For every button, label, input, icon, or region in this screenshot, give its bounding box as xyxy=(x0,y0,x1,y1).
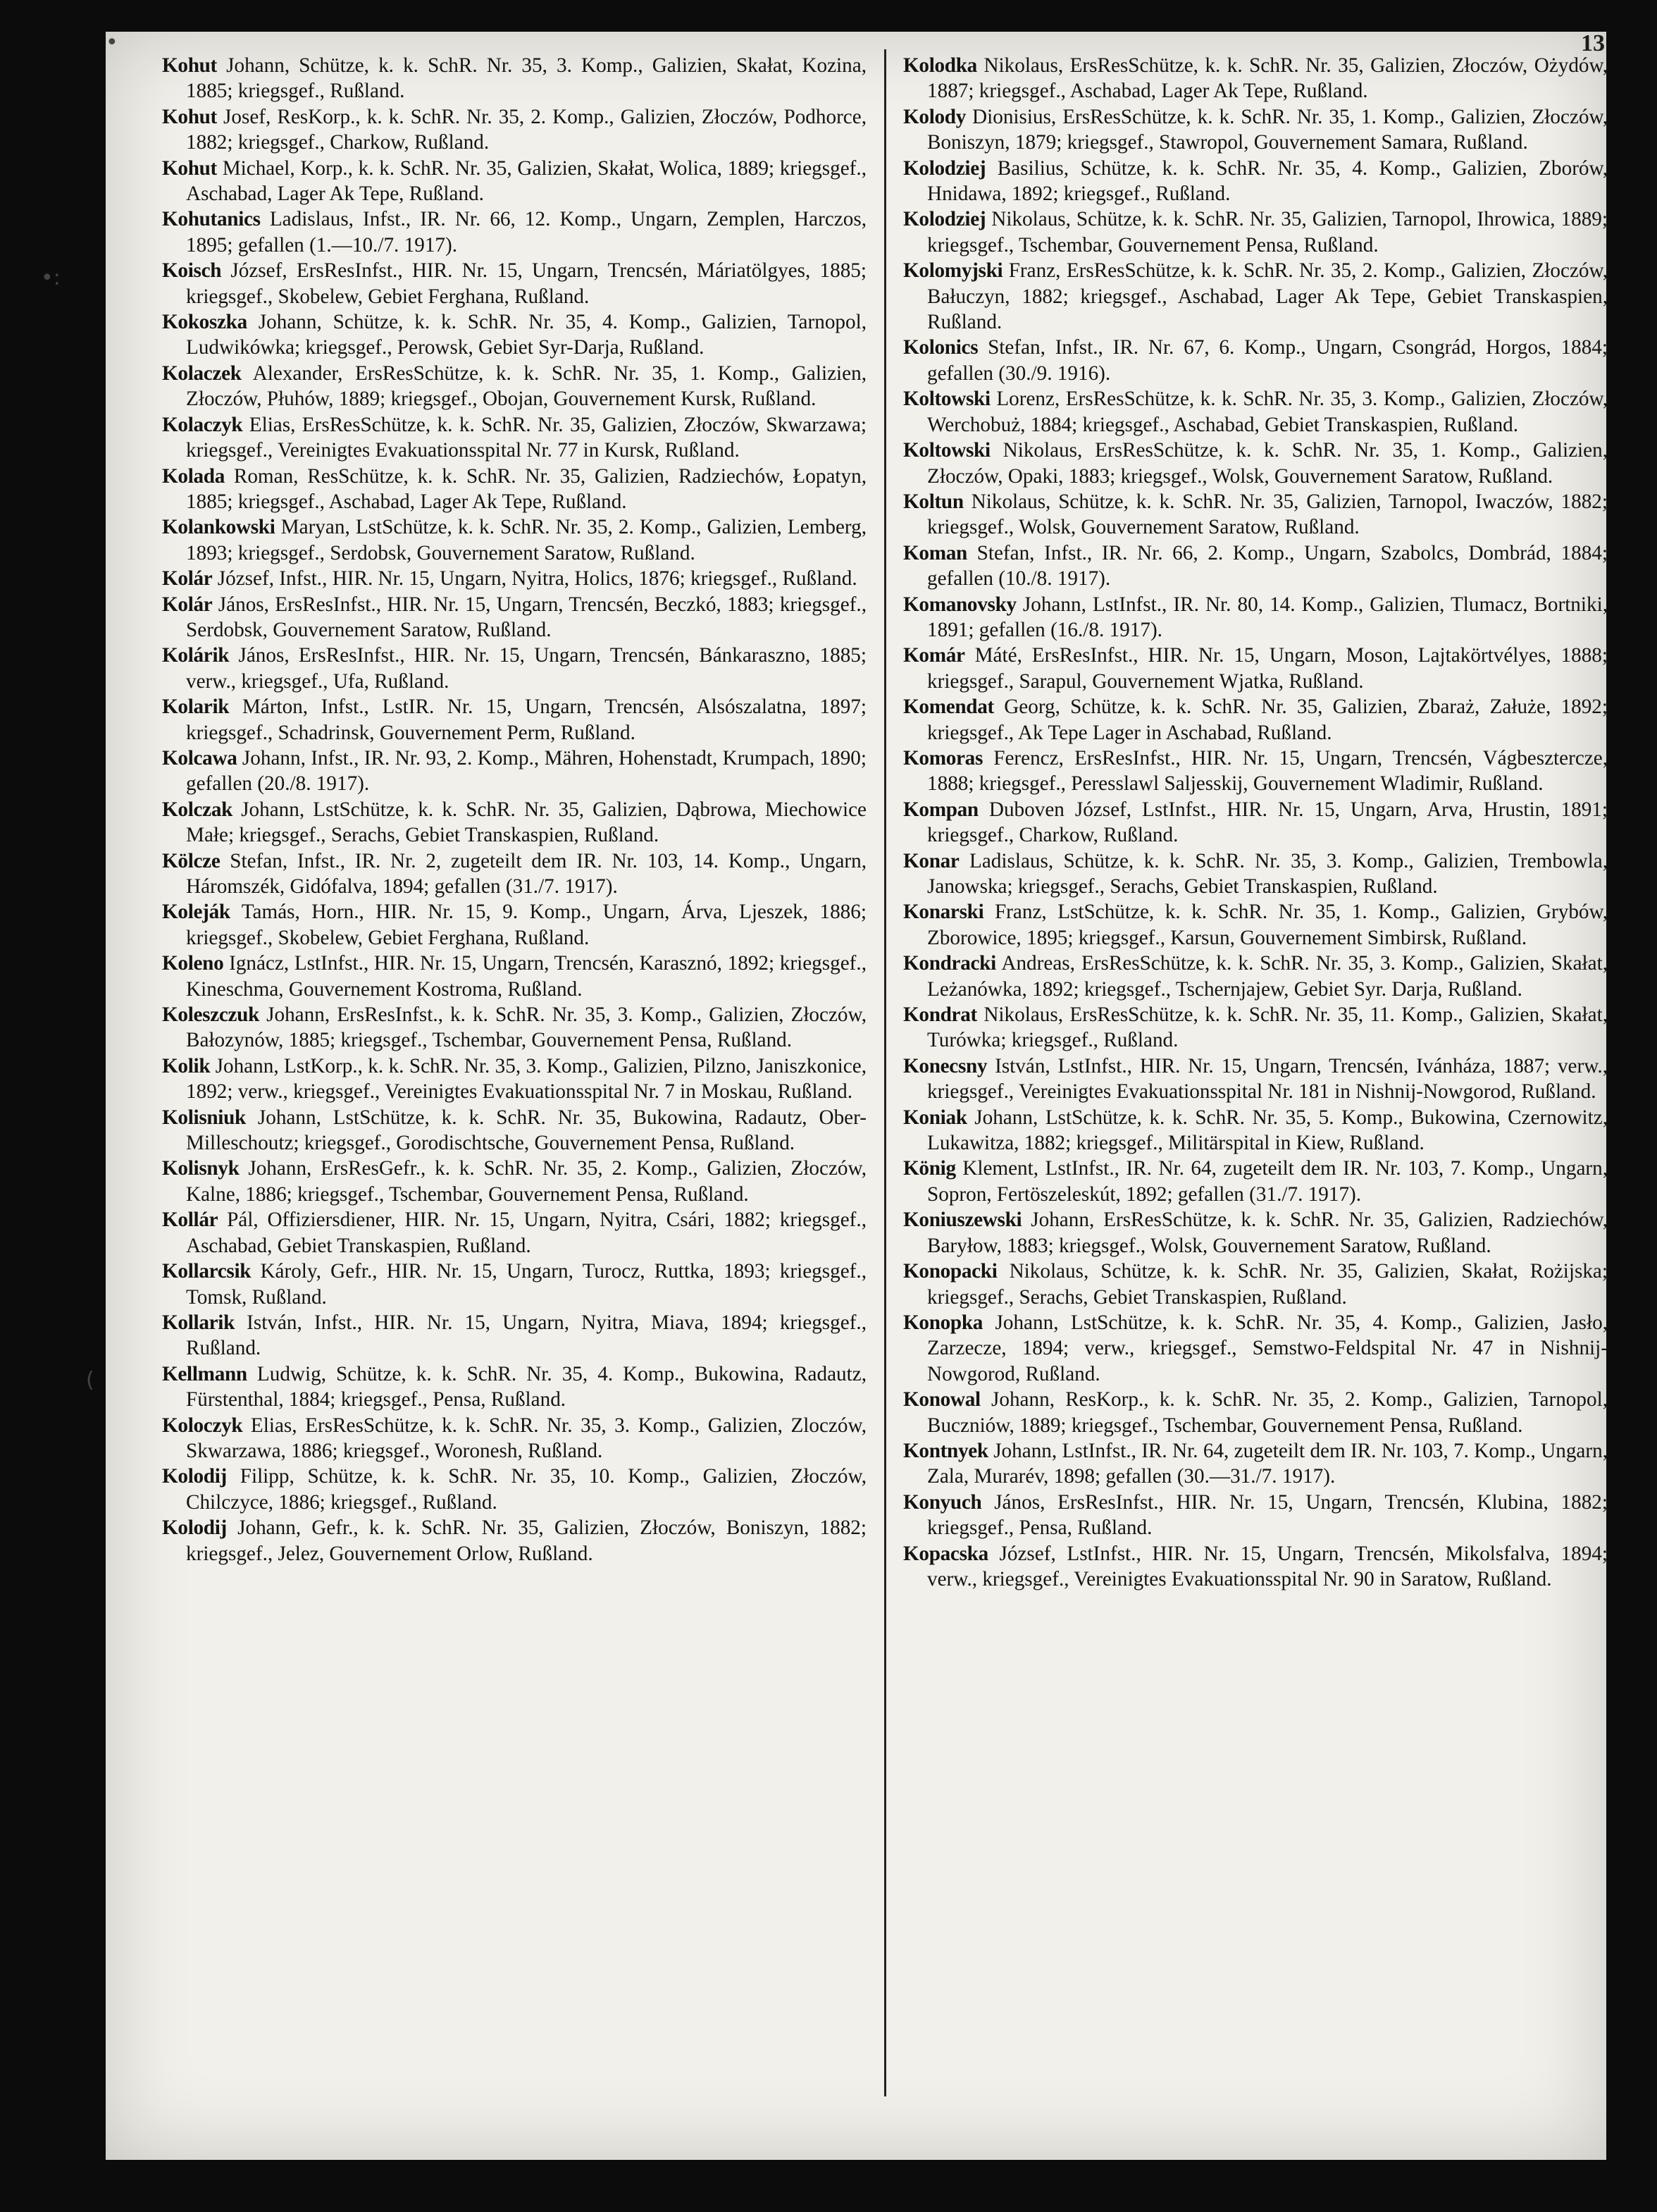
register-entry xyxy=(162,1361,867,1413)
register-entry xyxy=(903,1541,1608,1593)
entry-surname: Kolankowski xyxy=(162,516,275,539)
entry-surname: Kompan xyxy=(903,798,979,821)
margin-mark: • xyxy=(106,30,118,55)
entry-surname: Kolonics xyxy=(903,336,979,359)
entry-details: Nikolaus, Schütze, k. k. SchR. Nr. 35, Galizien, Skałat, Rożijska; kriegsgef., Serachs, Gebiet Transkaspien, Rußland. xyxy=(927,1260,1608,1309)
entry-surname: Kohut xyxy=(162,105,217,128)
entry-details: Michael, Korp., k. k. SchR. Nr. 35, Galizien, Skałat, Wolica, 1889; kriegsgef., Aschabad, Lager Ak Tepe, Rußland. xyxy=(186,156,867,206)
entry-details: Dionisius, ErsResSchütze, k. k. SchR. Nr. 35, 1. Komp., Galizien, Złoczów, Boniszyn, 1879; kriegsgef., Stawropol, Gouvernement Samara, Rußland. xyxy=(927,105,1608,154)
entry-details: Ferencz, ErsResInfst., HIR. Nr. 15, Ungarn, Trencsén, Vágbesztercze, 1888; kriegsgef., Peresslawl Saljesskij, Gouvernement Wladimir, Rußland. xyxy=(927,746,1608,796)
register-entry xyxy=(162,1156,867,1207)
entry-details: Franz, LstSchütze, k. k. SchR. Nr. 35, 1. Komp., Galizien, Grybów, Zborowice, 1895; kriegsgef., Karsun, Gouvernement Simbirsk, Rußland. xyxy=(927,901,1608,949)
entry-surname: Komoras xyxy=(903,746,983,770)
document-page xyxy=(41,30,1608,2160)
entry-surname: Kolodka xyxy=(903,54,977,77)
entry-surname: Kollár xyxy=(162,1209,218,1232)
entry-surname: Konowal xyxy=(903,1388,981,1411)
entry-details: János, ErsResInfst., HIR. Nr. 15, Ungarn, Trencsén, Klubina, 1882; kriegsgef., Pensa, Rußland. xyxy=(927,1490,1608,1540)
entry-details: Johann, LstSchütze, k. k. SchR. Nr. 35, 5. Komp., Bukowina, Czernowitz, Lukawitza, 1882; kriegsgef., Militärspital in Kiew, Rußland. xyxy=(927,1106,1608,1155)
entry-details: Johann, LstSchütze, k. k. SchR. Nr. 35, Galizien, Dąbrowa, Miechowice Małe; kriegsgef., Serachs, Gebiet Transkaspien, Rußland. xyxy=(186,798,867,847)
entry-details: Lorenz, ErsResSchütze, k. k. SchR. Nr. 35, 3. Komp., Galizien, Złoczów, Werchobuż, 1884; kriegsgef., Aschabad, Gebiet Transkaspien, Rußland. xyxy=(927,388,1608,436)
entry-details: Johann, ErsResInfst., k. k. SchR. Nr. 35, 3. Komp., Galizien, Złoczów, Bałozynów, 1885; kriegsgef., Tschembar, Gouvernement Pensa, Rußland. xyxy=(186,1003,867,1052)
entry-details: Pál, Offiziersdiener, HIR. Nr. 15, Ungarn, Nyitra, Csári, 1882; kriegsgef., Aschabad, Gebiet Transkaspien, Rußland. xyxy=(186,1209,867,1257)
register-entry xyxy=(903,1105,1608,1156)
entry-details: Ladislaus, Schütze, k. k. SchR. Nr. 35, 3. Komp., Galizien, Trembowla, Janowska; kriegsgef., Serachs, Gebiet Transkaspien, Rußland. xyxy=(927,849,1608,898)
register-entry xyxy=(903,540,1608,592)
entry-surname: Kontnyek xyxy=(903,1439,988,1462)
entry-surname: Kellmann xyxy=(162,1362,247,1385)
register-entry xyxy=(903,592,1608,643)
entry-surname: Kolár xyxy=(162,567,213,591)
entry-details: József, LstInfst., HIR. Nr. 15, Ungarn, Trencsén, Mikolsfalva, 1894; verw., kriegsgef., Vereinigtes Evakuationsspital Nr. 90 in Saratow, Rußland. xyxy=(927,1542,1608,1590)
register-entry xyxy=(162,1515,867,1567)
entry-surname: Kohut xyxy=(162,156,217,180)
entry-surname: Koltun xyxy=(903,490,964,513)
entry-surname: Kondracki xyxy=(903,952,996,975)
entry-details: Nikolaus, Schütze, k. k. SchR. Nr. 35, Galizien, Tarnopol, Ihrowica, 1889; kriegsgef., Tschembar, Gouvernement Pensa, Rußland. xyxy=(927,208,1608,257)
entry-details: Nikolaus, ErsResSchütze, k. k. SchR. Nr. 35, Galizien, Złoczów, Ożydów, 1887; kriegsgef., Aschabad, Lager Ak Tepe, Rußland. xyxy=(927,54,1608,103)
entry-surname: Kollarik xyxy=(162,1311,235,1334)
entry-details: Károly, Gefr., HIR. Nr. 15, Ungarn, Turocz, Ruttka, 1893; kriegsgef., Tomsk, Rußland. xyxy=(186,1260,867,1309)
register-entry xyxy=(162,104,867,156)
register-entry xyxy=(162,1413,867,1464)
entry-surname: Komanovsky xyxy=(903,593,1017,616)
register-entry xyxy=(903,643,1608,694)
entry-surname: Konopka xyxy=(903,1311,983,1334)
register-entry xyxy=(162,797,867,848)
entry-details: Johann, ErsResSchütze, k. k. SchR. Nr. 35, Galizien, Radziechów, Baryłow, 1883; kriegsgef., Wolsk, Gouvernement Saratow, Rußland. xyxy=(927,1209,1608,1257)
entry-surname: Kolár xyxy=(162,593,213,616)
entry-details: István, Infst., HIR. Nr. 15, Ungarn, Nyitra, Miava, 1894; kriegsgef., Rußland. xyxy=(186,1311,867,1360)
register-entry xyxy=(162,592,867,643)
register-entry xyxy=(162,848,867,900)
entry-surname: Koltowski xyxy=(903,439,991,462)
entry-surname: Koleszczuk xyxy=(162,1003,260,1027)
column-divider xyxy=(884,49,886,2096)
entry-details: Andreas, ErsResSchütze, k. k. SchR. Nr. 35, 3. Komp., Galizien, Skałat, Leżanówka, 1892; kriegsgef., Tschernjajew, Gebiet Syr. Darja, Rußland. xyxy=(927,952,1608,1001)
entry-surname: König xyxy=(903,1157,956,1180)
register-entry xyxy=(903,386,1608,438)
register-entry xyxy=(162,464,867,515)
register-entry xyxy=(162,412,867,464)
entry-surname: Komendat xyxy=(903,696,994,719)
register-entry xyxy=(162,951,867,1002)
entry-surname: Kolárik xyxy=(162,644,230,667)
register-entry xyxy=(162,1054,867,1105)
entry-surname: Komár xyxy=(903,644,965,667)
entry-details: Filipp, Schütze, k. k. SchR. Nr. 35, 10. Komp., Galizien, Złoczów, Chilczyce, 1886; kriegsgef., Rußland. xyxy=(186,1465,867,1514)
entry-surname: Kolada xyxy=(162,464,225,488)
entry-surname: Koman xyxy=(903,541,967,564)
register-entry xyxy=(903,1156,1608,1207)
entry-surname: Kolaczek xyxy=(162,362,242,385)
entry-details: Stefan, Infst., IR. Nr. 67, 6. Komp., Ungarn, Csongrád, Horgos, 1884; gefallen (30./9. 1916). xyxy=(927,336,1608,385)
entry-details: Stefan, Infst., IR. Nr. 66, 2. Komp., Ungarn, Szabolcs, Dombrád, 1884; gefallen (10./8. 1917). xyxy=(927,541,1608,591)
entry-details: Ignácz, LstInfst., HIR. Nr. 15, Ungarn, Trencsén, Karasznó, 1892; kriegsgef., Kineschma, Gouvernement Kostroma, Rußland. xyxy=(186,952,867,1001)
register-entry xyxy=(903,1002,1608,1054)
register-entry xyxy=(903,1054,1608,1105)
entry-surname: Koisch xyxy=(162,259,222,283)
entry-details: József, Infst., HIR. Nr. 15, Ungarn, Nyitra, Holics, 1876; kriegsgef., Rußland. xyxy=(217,567,857,591)
register-entry xyxy=(903,1387,1608,1438)
entry-details: Márton, Infst., LstIR. Nr. 15, Ungarn, Trencsén, Alsószalatna, 1897; kriegsgef., Schadrinsk, Gouvernement Perm, Rußland. xyxy=(186,696,867,744)
entry-surname: Kohut xyxy=(162,54,217,77)
register-entry xyxy=(162,1464,867,1515)
entry-surname: Kolody xyxy=(903,105,967,128)
entry-details: Klement, LstInfst., IR. Nr. 64, zugeteilt dem IR. Nr. 103, 7. Komp., Ungarn, Sopron, Fertöszeleskút, 1892; gefallen (31./7. 1917). xyxy=(927,1157,1608,1206)
entry-surname: Konar xyxy=(903,849,960,872)
register-entry xyxy=(903,1310,1608,1387)
entry-details: Roman, ResSchütze, k. k. SchR. Nr. 35, Galizien, Radziechów, Łopatyn, 1885; kriegsgef., Aschabad, Lager Ak Tepe, Rußland. xyxy=(186,464,867,513)
entry-surname: Kolczak xyxy=(162,798,233,821)
register-entry xyxy=(903,258,1608,335)
entry-surname: Kolisniuk xyxy=(162,1106,246,1129)
entry-details: Johann, LstInfst., IR. Nr. 64, zugeteilt dem IR. Nr. 103, 7. Komp., Ungarn, Zala, Murarév, 1898; gefallen (30.—31./7. 1917). xyxy=(927,1439,1608,1488)
register-entry xyxy=(162,1310,867,1361)
register-entry xyxy=(903,1259,1608,1310)
entry-surname: Konopacki xyxy=(903,1260,998,1283)
entry-surname: Kolodziej xyxy=(903,208,986,231)
entry-details: Duboven József, LstInfst., HIR. Nr. 15, Ungarn, Arva, Hrustin, 1891; kriegsgef., Charkow, Rußland. xyxy=(927,798,1608,847)
entry-details: Johann, Gefr., k. k. SchR. Nr. 35, Galizien, Złoczów, Boniszyn, 1882; kriegsgef., Jelez, Gouvernement Orlow, Rußland. xyxy=(186,1516,867,1565)
register-entry xyxy=(903,899,1608,951)
entry-surname: Kolarik xyxy=(162,696,230,719)
entry-surname: Koniuszewski xyxy=(903,1209,1022,1232)
register-entry xyxy=(903,489,1608,540)
register-entry xyxy=(903,206,1608,258)
entry-details: Elias, ErsResSchütze, k. k. SchR. Nr. 35, Galizien, Złoczów, Skwarzawa; kriegsgef., Vereinigtes Evakuationsspital Nr. 77 in Kursk, Rußland. xyxy=(186,413,867,462)
entry-details: Johann, Infst., IR. Nr. 93, 2. Komp., Mähren, Hohenstadt, Krumpach, 1890; gefallen (20./8. 1917). xyxy=(186,746,867,796)
margin-mark: ( xyxy=(86,1368,94,1392)
entry-details: Nikolaus, ErsResSchütze, k. k. SchR. Nr. 35, 11. Komp., Galizien, Skałat, Turówka; kriegsgef., Rußland. xyxy=(927,1003,1608,1052)
entry-surname: Konyuch xyxy=(903,1490,982,1514)
register-entry xyxy=(162,694,867,746)
entry-details: Georg, Schütze, k. k. SchR. Nr. 35, Galizien, Zbaraż, Załuże, 1892; kriegsgef., Ak Tepe Lager in Aschabad, Rußland. xyxy=(927,696,1608,744)
register-entry xyxy=(162,53,867,104)
register-entry xyxy=(903,104,1608,156)
entry-details: Johann, ResKorp., k. k. SchR. Nr. 35, 2. Komp., Galizien, Tarnopol, Buczniów, 1889; kriegsgef., Tschembar, Gouvernement Pensa, Rußland. xyxy=(927,1388,1608,1437)
register-entry xyxy=(162,1105,867,1156)
entry-details: József, ErsResInfst., HIR. Nr. 15, Ungarn, Trencsén, Máriatölgyes, 1885; kriegsgef., Skobelew, Gebiet Ferghana, Rußland. xyxy=(186,259,867,308)
entry-details: Johann, LstSchütze, k. k. SchR. Nr. 35, 4. Komp., Galizien, Jasło, Zarzecze, 1894; verw., kriegsgef., Semstwo-Feldspital Nr. 47 in Nishnij-Nowgorod, Rußland. xyxy=(927,1311,1608,1385)
entry-surname: Koleják xyxy=(162,901,230,924)
register-entry xyxy=(162,899,867,951)
entry-details: István, LstInfst., HIR. Nr. 15, Ungarn, Trencsén, Ivánháza, 1887; verw., kriegsgef., Vereinigtes Evakuationsspital Nr. 181 in Nishnij-Nowgorod, Rußland. xyxy=(927,1054,1608,1104)
entry-details: Maryan, LstSchütze, k. k. SchR. Nr. 35, 2. Komp., Galizien, Lemberg, 1893; kriegsgef., Serdobsk, Gouvernement Saratow, Rußland. xyxy=(186,516,867,564)
register-entry xyxy=(903,694,1608,746)
register-entry xyxy=(903,156,1608,207)
register-entry xyxy=(903,1490,1608,1541)
page-number: 13 xyxy=(1581,30,1605,56)
register-entry xyxy=(903,1207,1608,1259)
entry-details: Elias, ErsResSchütze, k. k. SchR. Nr. 35, 3. Komp., Galizien, Zloczów, Skwarzawa, 1886; kriegsgef., Woronesh, Rußland. xyxy=(186,1414,867,1462)
register-entry xyxy=(903,746,1608,797)
entry-surname: Kolomyjski xyxy=(903,259,1003,283)
register-entry xyxy=(162,206,867,258)
entry-details: Johann, Schütze, k. k. SchR. Nr. 35, 3. Komp., Galizien, Skałat, Kozina, 1885; kriegsgef., Rußland. xyxy=(186,54,867,103)
entry-details: Ladislaus, Infst., IR. Nr. 66, 12. Komp., Ungarn, Zemplen, Harczos, 1895; gefallen (1.—10./7. 1917). xyxy=(186,208,867,257)
entry-details: János, ErsResInfst., HIR. Nr. 15, Ungarn, Trencsén, Beczkó, 1883; kriegsgef., Serdobsk, Gouvernement Saratow, Rußland. xyxy=(186,593,867,641)
entry-surname: Konarski xyxy=(903,901,984,924)
entry-details: Johann, LstInfst., IR. Nr. 80, 14. Komp., Galizien, Tlumacz, Bortniki, 1891; gefallen (16./8. 1917). xyxy=(927,593,1608,641)
entry-surname: Kolisnyk xyxy=(162,1157,240,1180)
entry-surname: Kolodij xyxy=(162,1465,227,1488)
entry-surname: Kokoszka xyxy=(162,311,247,334)
register-entry xyxy=(162,1207,867,1259)
register-entry xyxy=(903,797,1608,848)
entry-surname: Kolaczyk xyxy=(162,413,243,436)
register-entry xyxy=(903,848,1608,900)
entry-details: Nikolaus, ErsResSchütze, k. k. SchR. Nr. 35, 1. Komp., Galizien, Złoczów, Opaki, 1883; kriegsgef., Wolsk, Gouvernement Saratow, Rußland. xyxy=(927,439,1608,488)
register-entry xyxy=(903,335,1608,386)
entry-details: Johann, Schütze, k. k. SchR. Nr. 35, 4. Komp., Galizien, Tarnopol, Ludwikówka; kriegsgef., Perowsk, Gebiet Syr-Darja, Rußland. xyxy=(186,311,867,359)
register-entry xyxy=(903,438,1608,489)
entry-details: Máté, ErsResInfst., HIR. Nr. 15, Ungarn, Moson, Lajtakörtvélyes, 1888; kriegsgef., Sarapul, Gouvernement Wjatka, Rußland. xyxy=(927,644,1608,693)
register-entry xyxy=(162,156,867,207)
register-entry xyxy=(162,1259,867,1310)
margin-mark: •: xyxy=(41,266,61,290)
entry-surname: Kolodziej xyxy=(903,156,986,180)
entry-details: Johann, LstKorp., k. k. SchR. Nr. 35, 3. Komp., Galizien, Pilzno, Janiszkonice, 1892; verw., kriegsgef., Vereinigtes Evakuationsspital Nr. 7 in Moskau, Rußland. xyxy=(186,1054,867,1104)
register-entry xyxy=(903,951,1608,1002)
entry-surname: Kollarcsik xyxy=(162,1260,252,1283)
entry-details: Ludwig, Schütze, k. k. SchR. Nr. 35, 4. Komp., Bukowina, Radautz, Fürstenthal, 1884; kriegsgef., Pensa, Rußland. xyxy=(186,1362,867,1411)
entry-details: Alexander, ErsResSchütze, k. k. SchR. Nr. 35, 1. Komp., Galizien, Złoczów, Płuhów, 1889; kriegsgef., Obojan, Gouvernement Kursk, Rußland. xyxy=(186,362,867,411)
entry-surname: Kolcawa xyxy=(162,746,237,770)
entry-surname: Koleno xyxy=(162,952,224,975)
entry-details: Johann, ErsResGefr., k. k. SchR. Nr. 35, 2. Komp., Galizien, Złoczów, Kalne, 1886; kriegsgef., Tschembar, Gouvernement Pensa, Rußland. xyxy=(186,1157,867,1206)
entry-surname: Kölcze xyxy=(162,849,221,872)
register-entry xyxy=(162,361,867,412)
register-entry xyxy=(903,1438,1608,1490)
register-entry xyxy=(162,309,867,361)
entry-surname: Koltowski xyxy=(903,388,991,411)
entry-surname: Kolik xyxy=(162,1054,211,1077)
register-entry xyxy=(162,514,867,566)
register-entry xyxy=(162,566,867,591)
entry-details: Franz, ErsResSchütze, k. k. SchR. Nr. 35, 2. Komp., Galizien, Złoczów, Bałuczyn, 1882; kriegsgef., Aschabad, Lager Ak Tepe, Gebiet Transkaspien, Rußland. xyxy=(927,259,1608,334)
entry-details: Nikolaus, Schütze, k. k. SchR. Nr. 35, Galizien, Tarnopol, Iwaczów, 1882; kriegsgef., Wolsk, Gouvernement Saratow, Rußland. xyxy=(927,490,1608,539)
register-entry xyxy=(162,746,867,797)
left-column xyxy=(162,53,867,1567)
entry-surname: Koniak xyxy=(903,1106,967,1129)
entry-surname: Koloczyk xyxy=(162,1414,243,1437)
entry-details: Josef, ResKorp., k. k. SchR. Nr. 35, 2. Komp., Galizien, Złoczów, Podhorce, 1882; kriegsgef., Charkow, Rußland. xyxy=(186,105,867,154)
entry-surname: Kohutanics xyxy=(162,208,261,231)
entry-surname: Kopacska xyxy=(903,1542,988,1565)
entry-details: Johann, LstSchütze, k. k. SchR. Nr. 35, Bukowina, Radautz, Ober-Milleschoutz; kriegsgef., Gorodischtsche, Gouvernement Pensa, Rußland. xyxy=(186,1106,867,1155)
entry-details: Tamás, Horn., HIR. Nr. 15, 9. Komp., Ungarn, Árva, Ljeszek, 1886; kriegsgef., Skobelew, Gebiet Ferghana, Rußland. xyxy=(186,901,867,949)
register-entry xyxy=(903,53,1608,104)
entry-surname: Kolodij xyxy=(162,1516,227,1540)
entry-details: Stefan, Infst., IR. Nr. 2, zugeteilt dem IR. Nr. 103, 14. Komp., Ungarn, Háromszék, Gidófalva, 1894; gefallen (31./7. 1917). xyxy=(186,849,867,898)
entry-surname: Kondrat xyxy=(903,1003,977,1027)
register-entry xyxy=(162,258,867,309)
register-entry xyxy=(162,1002,867,1054)
entry-details: János, ErsResInfst., HIR. Nr. 15, Ungarn, Trencsén, Bánkaraszno, 1885; verw., kriegsgef., Ufa, Rußland. xyxy=(186,644,867,693)
entry-surname: Konecsny xyxy=(903,1054,988,1077)
right-column xyxy=(903,53,1608,1592)
register-entry xyxy=(162,643,867,694)
entry-details: Basilius, Schütze, k. k. SchR. Nr. 35, 4. Komp., Galizien, Zborów, Hnidawa, 1892; kriegsgef., Rußland. xyxy=(927,156,1608,206)
